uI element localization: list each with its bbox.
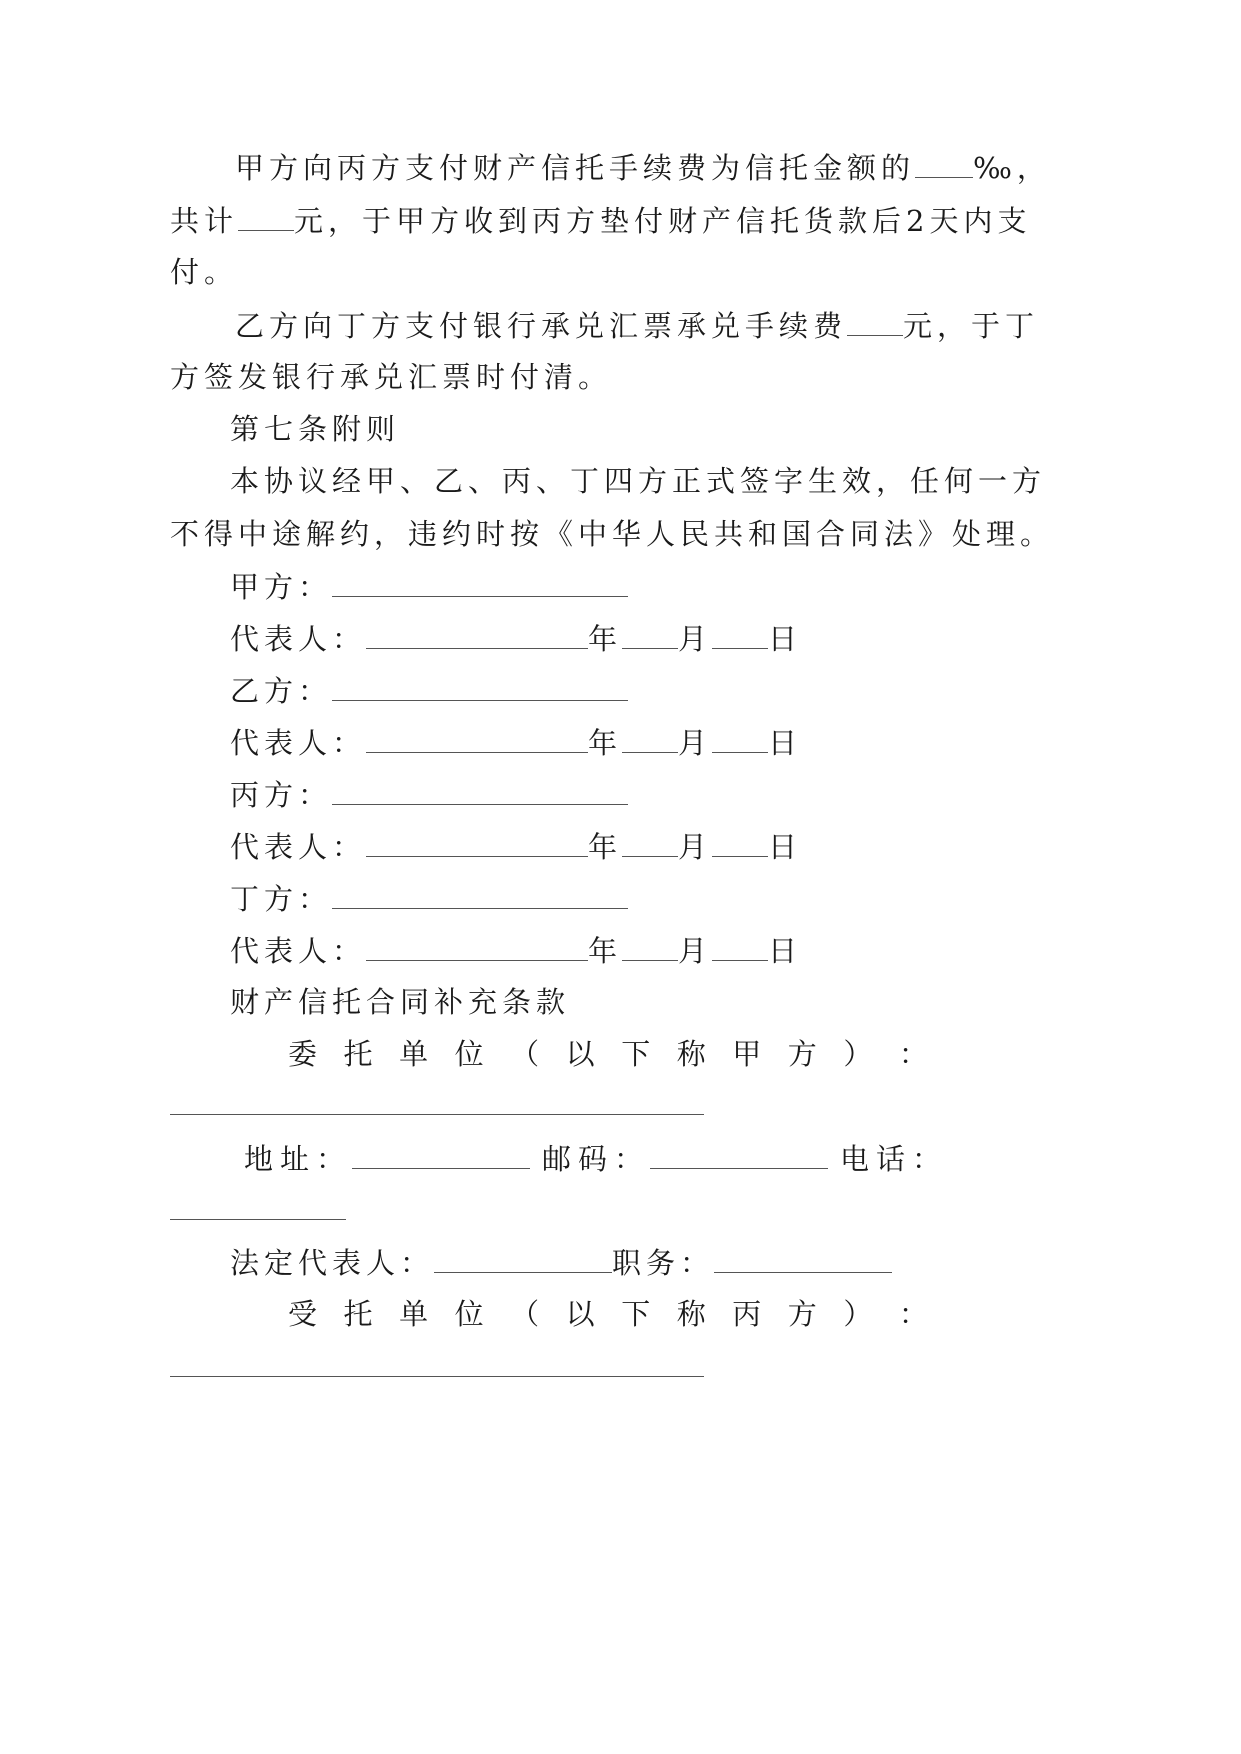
rep-c-line	[230, 826, 802, 866]
char: 托	[343, 1037, 373, 1071]
month-label: 月	[678, 830, 713, 864]
party-b-blank	[332, 670, 628, 701]
party-c-line	[230, 774, 628, 814]
trustee-party-label	[288, 1294, 928, 1334]
month-blank	[622, 722, 678, 753]
char: 方	[787, 1297, 817, 1331]
blank-total	[238, 200, 294, 231]
char: 托	[343, 1297, 373, 1331]
position-blank	[714, 1242, 892, 1273]
char: 受	[288, 1297, 318, 1331]
char: ）	[843, 1037, 873, 1071]
rep-a-line	[230, 618, 802, 658]
month-blank	[622, 618, 678, 649]
day-label: 日	[768, 934, 803, 968]
month-blank	[622, 930, 678, 961]
rep-label: 代表人：	[230, 622, 367, 656]
month-label: 月	[678, 622, 713, 656]
article-heading: 第七条附则	[230, 412, 401, 446]
party-label: 丙方：	[230, 778, 333, 812]
phone-blank	[170, 1219, 346, 1220]
legal-rep-line	[230, 1242, 892, 1282]
char: 位	[454, 1297, 484, 1331]
day-blank	[712, 930, 768, 961]
phone-label: 电话：	[840, 1142, 949, 1176]
party-a-line	[230, 566, 628, 606]
year-label: 年	[588, 726, 623, 760]
address-label: 地址：	[244, 1142, 353, 1176]
day-blank	[712, 722, 768, 753]
char: ）	[843, 1297, 873, 1331]
char: 单	[399, 1037, 429, 1071]
day-blank	[712, 618, 768, 649]
postcode-label: 邮码：	[542, 1142, 651, 1176]
year-label: 年	[588, 622, 623, 656]
char: 下	[621, 1297, 651, 1331]
text: 共计	[170, 204, 239, 238]
char: 称	[676, 1297, 706, 1331]
text: 乙方向丁方支付银行承兑汇票承兑手续费	[235, 309, 848, 343]
day-label: 日	[768, 726, 803, 760]
char: 甲	[732, 1037, 762, 1071]
party-d-blank	[332, 878, 628, 909]
paragraph-fee-line2	[170, 200, 1031, 240]
paragraph-effect-line1: 本协议经甲、乙、丙、丁四方正式签字生效，任何一方	[230, 464, 1047, 498]
rep-b-line	[230, 722, 802, 762]
party-c-blank	[332, 774, 628, 805]
rep-label: 代表人：	[230, 726, 367, 760]
rep-blank	[366, 930, 588, 961]
entrusting-party-label	[288, 1034, 928, 1074]
position-label: 职务：	[612, 1246, 715, 1280]
month-label: 月	[678, 934, 713, 968]
legal-rep-blank	[434, 1242, 612, 1273]
day-blank	[712, 826, 768, 857]
paragraph-acceptance-line2: 方签发银行承兑汇票时付清。	[170, 360, 613, 394]
postcode-blank	[650, 1138, 828, 1169]
rep-blank	[366, 826, 588, 857]
legal-rep-label: 法定代表人：	[230, 1246, 435, 1280]
rep-d-line	[230, 930, 802, 970]
party-b-line	[230, 670, 628, 710]
party-label: 丁方：	[230, 882, 333, 916]
text: 甲方向丙方支付财产信托手续费为信托金额的	[235, 151, 916, 185]
char: 单	[399, 1297, 429, 1331]
char: （	[510, 1037, 540, 1071]
char: 称	[676, 1037, 706, 1071]
month-blank	[622, 826, 678, 857]
text: 元，于丁	[903, 309, 1040, 343]
blank-acceptance-fee	[847, 305, 903, 336]
char: 位	[454, 1037, 484, 1071]
char: 方	[787, 1037, 817, 1071]
paragraph-acceptance-line1	[235, 305, 1039, 345]
char: 委	[288, 1037, 318, 1071]
year-label: 年	[588, 934, 623, 968]
char: （	[510, 1297, 540, 1331]
paragraph-fee-line3: 付。	[170, 255, 239, 289]
supplement-title: 财产信托合同补充条款	[230, 985, 571, 1019]
party-label: 乙方：	[230, 674, 333, 708]
rep-label: 代表人：	[230, 934, 367, 968]
char: ：	[898, 1297, 928, 1331]
rep-blank	[366, 618, 588, 649]
char: ：	[898, 1037, 928, 1071]
char: 以	[565, 1037, 595, 1071]
contact-line	[244, 1138, 948, 1178]
day-label: 日	[768, 830, 803, 864]
party-label: 甲方：	[230, 570, 333, 604]
blank-permille	[915, 147, 973, 178]
rep-label: 代表人：	[230, 830, 367, 864]
party-a-blank	[332, 566, 628, 597]
year-label: 年	[588, 830, 623, 864]
entrusting-party-blank	[170, 1114, 704, 1115]
month-label: 月	[678, 726, 713, 760]
paragraph-effect-line2: 不得中途解约，违约时按《中华人民共和国合同法》处理。	[170, 517, 1055, 551]
trustee-party-blank	[170, 1376, 704, 1377]
text: ‰，	[973, 151, 1051, 185]
party-d-line	[230, 878, 628, 918]
address-blank	[352, 1138, 530, 1169]
rep-blank	[366, 722, 588, 753]
day-label: 日	[768, 622, 803, 656]
char: 以	[565, 1297, 595, 1331]
paragraph-fee-line1	[235, 147, 1051, 187]
text: 元，于甲方收到丙方垫付财产信托货款后2天内支	[294, 204, 1032, 238]
char: 下	[621, 1037, 651, 1071]
char: 丙	[732, 1297, 762, 1331]
